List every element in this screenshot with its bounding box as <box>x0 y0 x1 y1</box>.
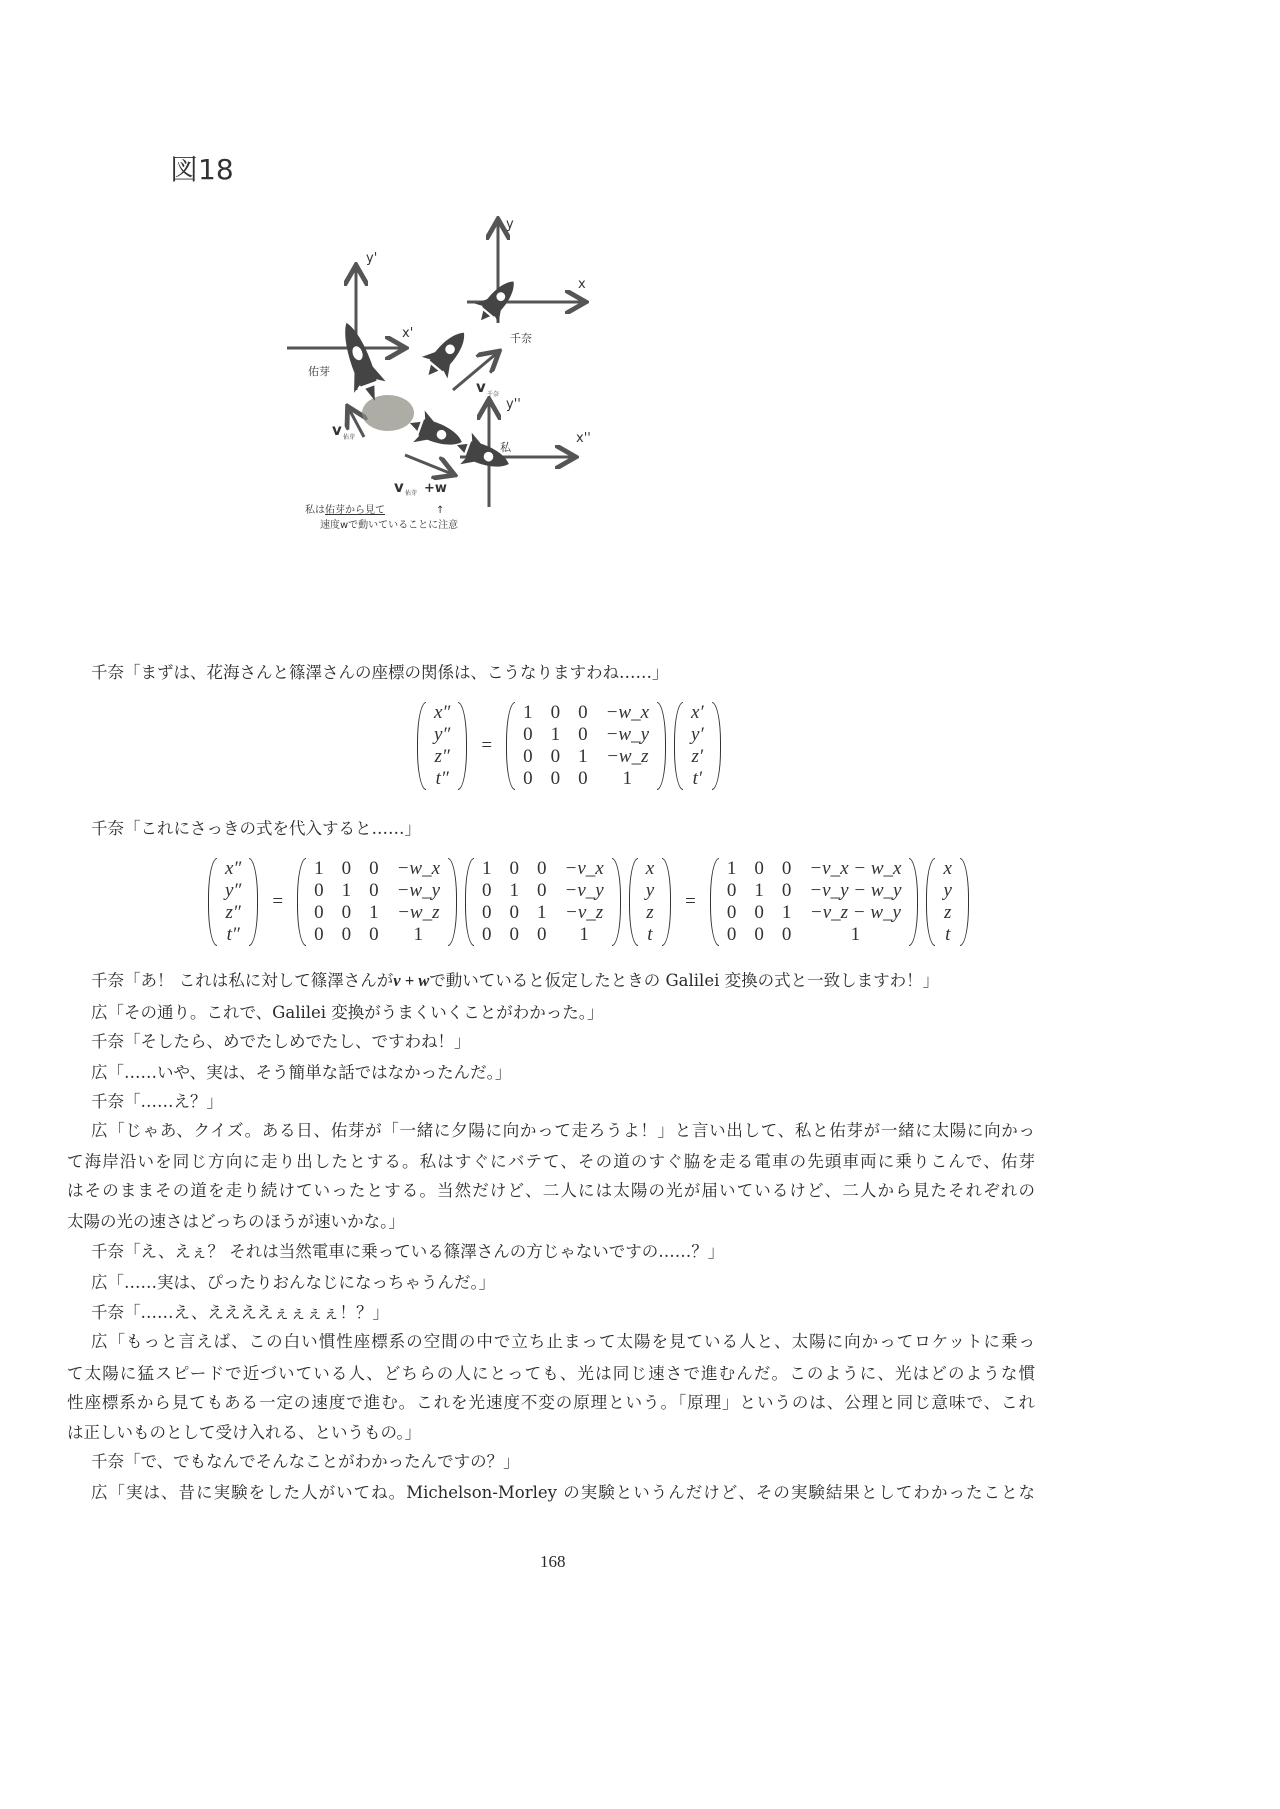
dialogue-line <box>91 969 939 993</box>
matrix-cell: 0 <box>509 858 520 879</box>
equation-2 <box>204 858 973 946</box>
equation-1 <box>413 702 725 790</box>
dialogue-line: 千奈「まずは、花海さんと篠澤さんの座標の関係は、こうなりますわね……」 <box>91 663 669 682</box>
matrix-cell: 1 <box>341 880 352 901</box>
v-matrix <box>465 858 621 946</box>
matrix-cell: 1 <box>314 858 324 879</box>
v-sum-arrow <box>405 455 452 474</box>
xyz-vector <box>629 858 671 946</box>
matrix-cell: y <box>645 880 655 901</box>
matrix-cell: y′ <box>691 724 704 745</box>
dialogue-line: 千奈「で、でもなんでそんなことがわかったんですの？」 <box>91 1452 520 1471</box>
matrix-cell: 0 <box>537 880 547 901</box>
result-matrix <box>710 858 919 946</box>
matrix-cell: 0 <box>781 858 792 879</box>
matrix-cell: 0 <box>523 746 533 767</box>
matrix-cell: −w_z <box>397 902 440 923</box>
dialogue-line: 太陽の光の速さはどっちのほうが速いかな。」 <box>67 1212 405 1231</box>
matrix-cell: t <box>945 924 951 945</box>
matrix-cell: 1 <box>578 746 588 767</box>
matrix-cell: 0 <box>726 880 737 901</box>
dialogue-line: 千奈「え、えぇ？ それは当然電車に乗っている篠澤さんの方じゃないですの……？」 <box>91 1242 725 1261</box>
label-v-chinatsu-sub: 千奈 <box>487 391 500 398</box>
dialogue-line: は正しいものとして受け入れる、というもの。」 <box>67 1423 422 1442</box>
dialogue-line: 広「じゃあ、クイズ。ある日、佑芽が「一緒に夕陽に向かって走ろうよ！」と言い出して、私と佑芽が一緒に太陽に向かっ <box>91 1121 1035 1140</box>
equals-sign: = <box>481 735 493 756</box>
matrix-cell: 0 <box>550 768 561 789</box>
matrix-cell: −v_y − w_y <box>809 880 902 901</box>
matrix-cell: 0 <box>314 902 324 923</box>
label-watashi: 私 <box>500 441 511 454</box>
matrix-cell: 0 <box>523 768 533 789</box>
dialogue-line: はそのままその道を走り続けていったとする。当然だけど、二人には太陽の光が届いているけど、二人から見たそれぞれの <box>67 1181 1035 1200</box>
matrix-cell: 0 <box>754 858 764 879</box>
label-y: y <box>506 217 514 232</box>
matrix-cell: 0 <box>314 880 324 901</box>
matrix-cell: 0 <box>754 902 764 923</box>
matrix-cell: t <box>647 924 653 945</box>
v-yume-arrow <box>349 409 364 437</box>
matrix-cell: −w_x <box>605 702 650 723</box>
matrix-cell: y″ <box>225 880 242 901</box>
label-v-sum-sub: 佑芽 <box>405 490 418 497</box>
matrix-cell: t″ <box>226 924 240 945</box>
matrix-cell: t′ <box>692 768 703 789</box>
matrix-cell: −v_x − w_x <box>809 858 902 879</box>
dialogue-line: 千奈「……え？」 <box>91 1092 223 1111</box>
matrix-cell: −w_y <box>605 724 650 745</box>
page-number: 168 <box>540 1552 566 1571</box>
matrix-cell: 0 <box>550 746 561 767</box>
frames-diagram <box>280 200 640 560</box>
dialogue-line: 広「もっと言えば、この白い慣性座標系の空間の中で立ち止まって太陽を見ている人と、太陽に向かってロケットに乗っ <box>91 1332 1035 1351</box>
figure-title: 図18 <box>170 153 234 186</box>
matrix-cell: x <box>943 858 952 879</box>
matrix-cell: 1 <box>754 880 764 901</box>
matrix-cell: x″ <box>225 858 242 879</box>
matrix-cell: 1 <box>622 768 633 789</box>
label-v-yume-sub: 佑芽 <box>343 434 356 441</box>
matrix-cell: −w_z <box>606 746 649 767</box>
matrix-cell: 0 <box>781 880 792 901</box>
matrix-cell: 1 <box>413 924 424 945</box>
xyz-vector <box>926 858 968 946</box>
label-v-sum-plus: +w <box>424 481 447 496</box>
matrix-cell: 0 <box>509 924 520 945</box>
matrix-cell: z <box>646 902 654 923</box>
matrix-cell: 0 <box>523 724 533 745</box>
matrix-cell: 1 <box>523 702 533 723</box>
equals-sign: = <box>272 891 284 912</box>
smoke-cloud <box>362 395 414 431</box>
note-up-arrow-icon: ↑ <box>436 505 445 516</box>
matrix-cell: 1 <box>482 858 492 879</box>
matrix-cell: y″ <box>434 724 451 745</box>
matrix-cell: 1 <box>369 902 379 923</box>
matrix-cell: 1 <box>850 924 861 945</box>
math-v-plus-w: v + w <box>393 971 430 990</box>
matrix-cell: −v_z <box>565 902 604 923</box>
label-x-prime: x' <box>402 326 414 341</box>
matrix-cell: 0 <box>537 924 547 945</box>
matrix-cell: x′ <box>691 702 704 723</box>
matrix-cell: −v_x <box>564 858 604 879</box>
matrix-cell: 0 <box>578 768 588 789</box>
matrix-cell: 0 <box>537 858 547 879</box>
rocket-watashi-icon <box>451 429 514 479</box>
matrix-cell: 0 <box>341 858 352 879</box>
matrix-cell: 1 <box>509 880 520 901</box>
matrix-cell: 0 <box>482 902 492 923</box>
matrix-cell: z′ <box>691 746 704 767</box>
note-line2: 速度wで動いていることに注意 <box>320 520 459 531</box>
lhs-vector <box>417 702 467 790</box>
matrix-cell: 1 <box>550 724 561 745</box>
matrix-cell: x <box>645 858 655 879</box>
label-x-dprime: x'' <box>576 431 591 446</box>
v-chinatsu-arrow <box>453 353 497 390</box>
dialogue-line: 千奈「……え、ええええぇぇぇぇ！？」 <box>91 1303 389 1322</box>
matrix-cell: 0 <box>726 902 737 923</box>
matrix-cell: t″ <box>435 768 449 789</box>
matrix-cell: z″ <box>434 746 450 767</box>
dialogue-text: で動いていると仮定したときの Galilei 変換の式と一致しますわ！」 <box>429 971 940 990</box>
dialogue-line: 広「その通り。これで、Galilei 変換がうまくいくことがわかった。」 <box>91 1003 604 1022</box>
transform-matrix <box>506 702 666 790</box>
matrix-cell: 1 <box>781 902 792 923</box>
rhs-vector <box>674 702 721 790</box>
label-yume: 佑芽 <box>308 365 330 378</box>
matrix-cell: 1 <box>579 924 589 945</box>
matrix-cell: 0 <box>482 924 492 945</box>
w-matrix <box>297 858 457 946</box>
lhs-vector <box>208 858 258 946</box>
matrix-cell: 0 <box>341 924 352 945</box>
equals-sign: = <box>685 891 696 912</box>
label-y-dprime: y'' <box>506 397 521 412</box>
matrix-cell: −v_z − w_y <box>809 902 901 923</box>
matrix-cell: 0 <box>754 924 764 945</box>
matrix-cell: 0 <box>509 902 520 923</box>
dialogue-line: て太陽に猛スピードで近づいている人、どちらの人にとっても、光は同じ速さで進むんだ。このように、光はどのような慣 <box>67 1364 1035 1383</box>
dialogue-line: 広「……いや、実は、そう簡単な話ではなかったんだ。」 <box>91 1063 512 1082</box>
dialogue-line: 広「……実は、ぴったりおんなじになっちゃうんだ。」 <box>91 1273 496 1292</box>
dialogue-line: 千奈「これにさっきの式を代入すると……」 <box>91 819 421 838</box>
matrix-cell: 0 <box>781 924 792 945</box>
matrix-cell: 0 <box>341 902 352 923</box>
matrix-cell: 0 <box>578 702 588 723</box>
matrix-cell: x″ <box>434 702 451 723</box>
label-chinatsu: 千奈 <box>510 332 532 345</box>
matrix-cell: 0 <box>314 924 324 945</box>
label-v-chinatsu: v <box>476 378 486 396</box>
dialogue-text: 千奈「あ！ これは私に対して篠澤さんが <box>91 971 394 990</box>
matrix-cell: z <box>944 902 952 923</box>
dialogue-line: て海岸沿いを同じ方向に走り出したとする。私はすぐにバテて、その道のすぐ脇を走る電車の先頭車両に乗りこんで、佑芽 <box>67 1152 1035 1171</box>
matrix-cell: 0 <box>369 858 379 879</box>
matrix-cell: 0 <box>550 702 561 723</box>
note-line1: 私は佑芽から見て <box>305 505 385 516</box>
label-v-sum: v <box>394 478 404 496</box>
dialogue-line: 千奈「そしたら、めでたしめでたし、ですわね！」 <box>91 1032 471 1051</box>
matrix-cell: 0 <box>578 724 588 745</box>
matrix-cell: 0 <box>369 880 379 901</box>
matrix-cell: −w_x <box>396 858 441 879</box>
matrix-cell: 1 <box>726 858 737 879</box>
label-y-prime: y' <box>366 251 378 266</box>
matrix-cell: 0 <box>726 924 737 945</box>
matrix-cell: 1 <box>537 902 547 923</box>
matrix-cell: z″ <box>225 902 241 923</box>
rocket-yume-icon <box>331 317 391 406</box>
dialogue-line: 性座標系から見てもある一定の速度で進む。これを光速度不変の原理という。「原理」というのは、公理と同じ意味で、これ <box>67 1393 1035 1412</box>
label-x: x <box>578 277 586 292</box>
dialogue-line: 広「実は、昔に実験をした人がいてね。Michelson-Morley の実験というんだけど、その実験結果としてわかったことな <box>91 1483 1035 1502</box>
matrix-cell: −w_y <box>396 880 441 901</box>
matrix-cell: −v_y <box>564 880 604 901</box>
label-v-yume: v <box>332 421 342 439</box>
matrix-cell: y <box>943 880 952 901</box>
matrix-cell: 0 <box>482 880 492 901</box>
matrix-cell: 0 <box>369 924 379 945</box>
